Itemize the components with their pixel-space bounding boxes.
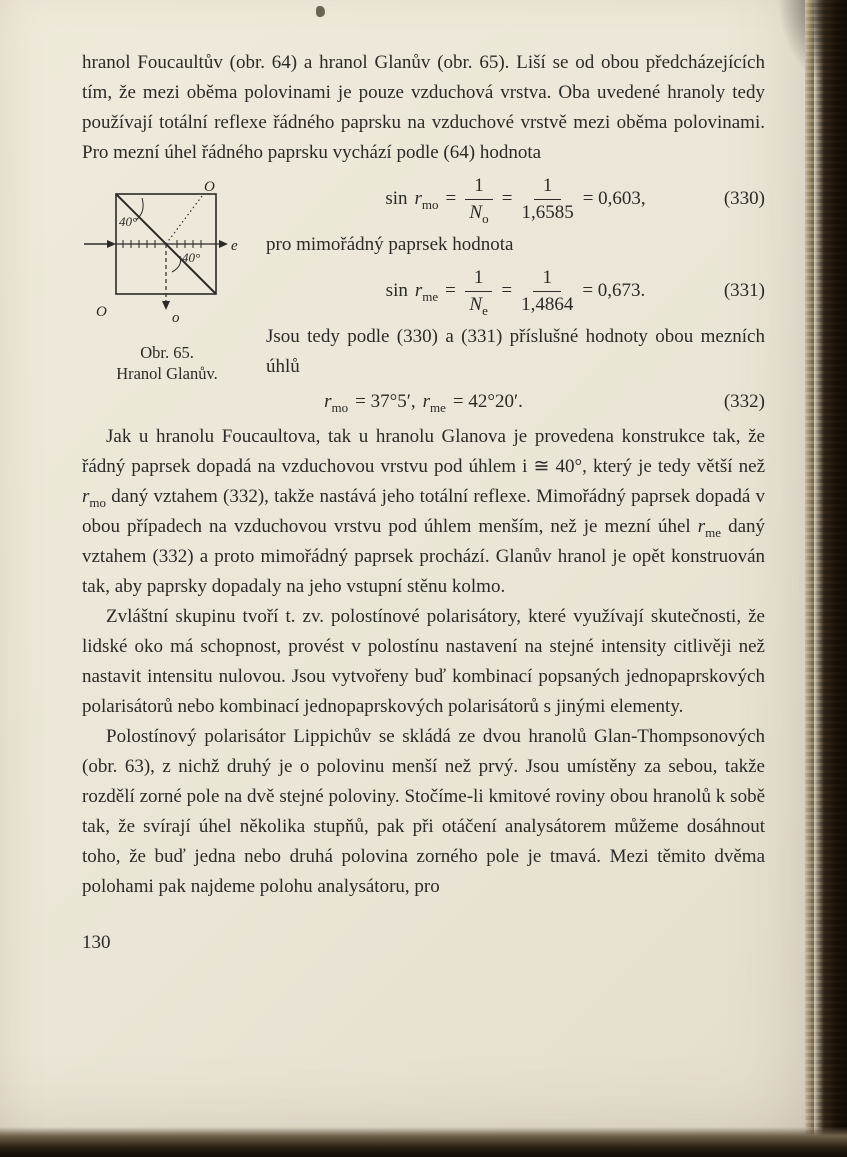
eq330-eq2: =	[501, 188, 513, 209]
figure-65	[82, 180, 252, 384]
eq331-frac1-num: 1	[465, 267, 493, 292]
eq331-eq1: =	[445, 280, 456, 301]
math-section	[82, 172, 765, 422]
label-o-bottom: o	[172, 310, 180, 326]
label-O-bottom: O	[96, 304, 107, 320]
eq330-var: r	[414, 188, 422, 209]
eq330-result: = 0,603,	[582, 188, 646, 209]
book-bottom-edge	[0, 1127, 847, 1157]
eq332-val2: = 42°20′.	[452, 391, 523, 412]
mid-text: pro mimořádný paprsek hodnota	[266, 234, 514, 255]
eq330-varsub: mo	[421, 196, 439, 212]
eq332-val1: = 37°5′,	[355, 391, 416, 412]
paragraph-1: hranol Foucaultův (obr. 64) a hranol Glanův (obr. 65). Liší se od obou předcházejících tím, že mezi oběma polovinami je pouze vzduchová vrstva. Oba uvedené hranoly tedy používají totální reflexe řádného paprsku na vzduchové vrstvě mezi oběma polovinami. Pro mezní úhel řádného paprsku vychází podle (64) hodnota	[82, 52, 765, 163]
fore-edge-streaks	[805, 0, 847, 1157]
paragraph-2-part-c: daný vztahem (332) a proto mimořádný paprsek prochází. Glanův hranol je opět konstruován tak, aby paprsky dopadaly na jeho vstupní stěnu kolmo.	[82, 516, 765, 597]
eq330-frac1-densub: o	[482, 210, 489, 226]
page-content	[82, 48, 765, 958]
paragraph-2-var-rme-sub: me	[705, 524, 722, 540]
eq331-eq2: =	[501, 280, 513, 301]
eq332-tag: (332)	[723, 391, 765, 412]
figure-caption	[82, 342, 252, 384]
equation-332	[82, 386, 765, 418]
eq330-func: sin	[385, 188, 408, 209]
incoming-arrowhead	[107, 240, 116, 248]
eq330-eq1: =	[445, 188, 457, 209]
glan-prism-diagram	[82, 180, 252, 338]
eq331-frac1-den: N	[469, 293, 483, 315]
eq330-frac1-num: 1	[465, 175, 493, 200]
equation-331	[266, 264, 765, 318]
eq332-var1: r	[324, 391, 332, 412]
paragraph-2-part-b: daný vztahem (332), takže nastává jeho totální reflexe. Mimořádný paprsek dopadá v obou případech na vzduchovou vrstvu pod úhlem menším, než je mezní úhel	[82, 486, 765, 537]
paragraph-2-var-rmo: r	[82, 486, 90, 507]
eq331-tag: (331)	[723, 280, 765, 301]
eq331-result: = 0,673.	[582, 280, 646, 301]
paragraph-2	[82, 422, 765, 602]
eq332-var2sub: me	[430, 399, 446, 415]
o-ray-arrowhead	[162, 301, 170, 310]
eq330-tag: (330)	[723, 188, 765, 209]
paragraph-2-var-rmo-sub: mo	[89, 494, 107, 510]
figure-caption-line2: Hranol Glanův.	[116, 364, 218, 383]
eq330-frac2-num: 1	[534, 175, 562, 200]
eq331-frac1	[465, 267, 493, 316]
paragraph-4: Polostínový polarisátor Lippichův se skládá ze dvou hranolů Glan-Thompsonových (obr. 63), z nichž druhý je o polovinu menší než prvý. Jsou umístěny za sebou, takže rozdělí zorné pole na dvě stejné poloviny. Stočíme-li kmitové roviny obou hranolů k sobě tak, že svírají úhel několika stupňů, pak při otáčení analysátorem můžeme dosáhnout toho, že buď jedna nebo druhá polovina zorného pole je tmavá. Mezi těmito dvěma polohami pak najdeme polohu analysátoru, pro	[82, 726, 765, 897]
equation-330	[266, 172, 765, 226]
eq330-frac2	[521, 175, 573, 224]
between-text: Jsou tedy podle (330) a (331) příslušné hodnoty obou mezních úhlů	[266, 326, 765, 377]
eq331-frac2	[521, 267, 573, 316]
eq332-var2: r	[422, 391, 431, 412]
paragraph-2-var-rme: r	[697, 516, 706, 537]
eq331-frac1-densub: e	[482, 302, 488, 318]
eq331-var: r	[414, 280, 423, 301]
label-O-top: O	[204, 180, 215, 195]
eq332-var1sub: mo	[331, 399, 349, 415]
ink-speck	[316, 6, 325, 17]
e-ray-arrowhead	[219, 240, 228, 248]
book-fore-edge	[805, 0, 847, 1157]
paragraph-3: Zvláštní skupinu tvoří t. zv. polostínové polarisátory, které využívají skutečnosti, že lidské oko má schopnost, provést v polostínu nastavení na stejné intensity citlivěji než nastavit intensitu nulovou. Jsou vytvořeny buď kombinací popsaných jednopaprskových polarisátorů nebo kombinací jednopaprskových polarisátorů s jinými elementy.	[82, 606, 765, 717]
angle-upper-label: 40°	[119, 214, 138, 229]
angle-lower-label: 40°	[182, 250, 201, 265]
eq331-frac2-num: 1	[533, 267, 561, 292]
eq331-func: sin	[385, 280, 408, 301]
paragraph-2-part-a: Jak u hranolu Foucaultova, tak u hranolu Glanova je provedena konstrukce tak, že řádný paprsek dopadá na vzduchovou vrstvu pod úhlem i ≅ 40°, který je tedy větší než	[82, 426, 765, 477]
eq331-varsub: me	[422, 288, 439, 304]
eq331-frac2-den: 1,4864	[521, 293, 574, 315]
eq330-frac2-den: 1,6585	[521, 201, 574, 223]
page-number: 130	[82, 932, 111, 953]
eq330-frac1	[465, 175, 493, 224]
figure-caption-line1: Obr. 65.	[140, 343, 194, 362]
label-e: e	[231, 238, 238, 254]
eq330-frac1-den: N	[469, 201, 483, 223]
optic-axis-line	[166, 196, 202, 244]
